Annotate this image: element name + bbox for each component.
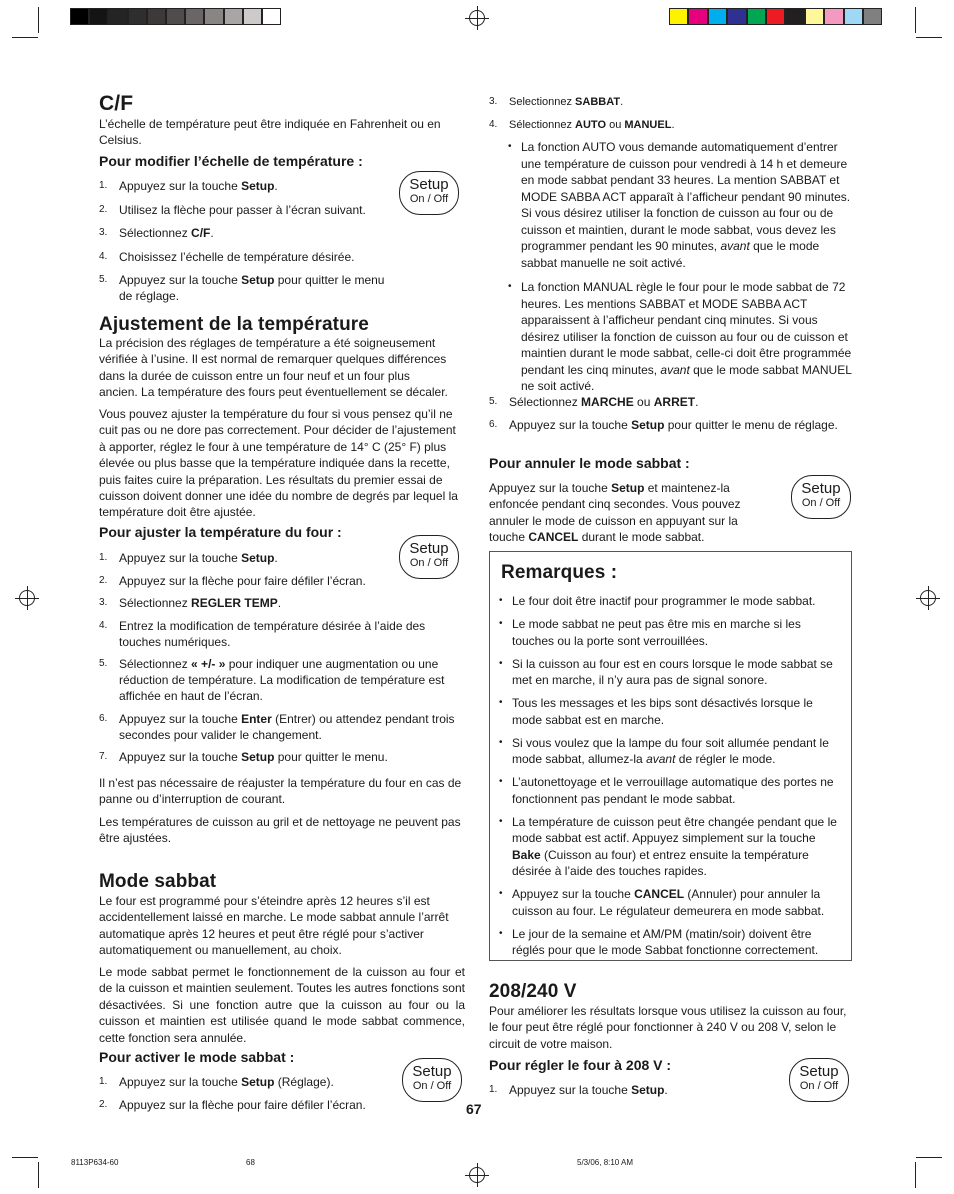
- step-text: Appuyez sur la touche: [119, 273, 242, 287]
- step-item: [99, 1097, 399, 1113]
- step-bold: Setup: [241, 1075, 275, 1089]
- crop-mark: [12, 1157, 38, 1158]
- step-bold: Setup: [241, 273, 275, 287]
- step-number: 2.: [99, 574, 108, 586]
- step-number: 1.: [99, 552, 108, 563]
- gray-swatch: [185, 8, 204, 25]
- step-item: [99, 595, 459, 611]
- step-text: .: [274, 179, 278, 193]
- onoff-key-label: On / Off: [801, 497, 841, 509]
- crop-mark: [38, 7, 39, 33]
- bullet-item: [490, 695, 842, 728]
- registration-mark-icon: [920, 590, 936, 606]
- step-item: [99, 749, 459, 765]
- step-text: Selectionnez: [509, 96, 576, 108]
- step-text: .: [620, 96, 624, 108]
- step-item: [489, 117, 859, 133]
- crop-mark: [915, 7, 916, 33]
- bullet-text: L’autonettoyage et le verrouillage automatique des portes ne fonctionnent pas pendant le mode sabbat.: [512, 775, 834, 806]
- remarks-title: Remarques :: [501, 562, 618, 583]
- sabbath-steps-right: [489, 94, 859, 140]
- bullet-item: [490, 926, 842, 959]
- footer-job-id: 8113P634-60: [71, 1158, 119, 1167]
- step-number: 1.: [489, 1084, 498, 1095]
- color-swatch: [863, 8, 882, 25]
- crop-mark: [916, 37, 942, 38]
- sabbath-paragraph-2: Le mode sabbat permet le fonctionnement de la cuisson au four et de la cuisson et maintien seulement. Toutes les autres fonctions sont désactivées. Si une fonction autre que la cuisson au four ou la cuisson et maintien est utilisée quand le mode sabbat commence, cette fonction sera annulée.: [99, 965, 465, 1045]
- bullet-text: Si vous voulez que la lampe du four soit allumée pendant le mode sabbat, allumez-la: [512, 735, 829, 766]
- cancel-text-c: et maintenez-la enfoncée pendant cinq secondes. Vous pouvez annuler le mode de cuisson en appuyant sur la touche: [489, 481, 741, 545]
- step-item: [99, 1074, 399, 1090]
- step-text: Utilisez la flèche pour passer à l’écran suivant.: [119, 202, 366, 217]
- sabbath-cancel-paragraph: [489, 480, 771, 546]
- remarks-list: [490, 593, 842, 965]
- step-text: Sélectionnez: [119, 596, 192, 610]
- color-swatch: [766, 8, 785, 25]
- cf-intro: L’échelle de température peut être indiquée en Fahrenheit ou en Celsius.: [99, 117, 441, 148]
- crop-mark: [12, 37, 38, 38]
- step-text: ou: [633, 395, 654, 409]
- step-item: [99, 573, 459, 589]
- step-item: [99, 272, 399, 304]
- gray-swatch: [70, 8, 89, 25]
- adjust-paragraph-2: Vous pouvez ajuster la température du four si vous pensez qu’il ne cuit pas ou ne dore pas correctement. Pour décider de l’ajustement à apporter, réglez le four à une température de 14° C (25° F) plus élevée ou plus basse que la température indiquée dans la recette, puis faites cuire la préparation. Les résultats du premier essai de cuisson doivent donner une idée du nombre de degrés par lequel la température doit être ajustée.: [99, 407, 458, 520]
- cancel-text-b1: Setup: [611, 481, 645, 495]
- bullet-italic: avant: [646, 752, 676, 766]
- setup-key-icon: [791, 475, 851, 519]
- voltage-steps: [489, 1082, 769, 1104]
- step-number: 4.: [99, 250, 108, 262]
- gray-swatch: [262, 8, 281, 25]
- bullet-bold: Bake: [512, 847, 541, 862]
- step-item: [489, 394, 859, 410]
- bullet-text: (Annuler) pour annuler la cuisson au four. Le régulateur demeurera en mode sabbat.: [512, 887, 825, 918]
- onoff-key-label: On / Off: [409, 193, 449, 205]
- step-text: pour quitter le menu de réglage.: [664, 417, 838, 432]
- step-bold: REGLER TEMP: [191, 596, 278, 610]
- bullet-item: [490, 656, 842, 689]
- color-swatch: [844, 8, 863, 25]
- bullet-item: [490, 814, 842, 880]
- step-text: Sélectionnez: [119, 657, 192, 671]
- sabbath-title: Mode sabbat: [99, 871, 217, 892]
- step-text: pour indiquer une augmentation ou une réduction de température. La modification de température est affichée en haut de l’écran.: [119, 657, 445, 703]
- step-text: .: [277, 596, 282, 610]
- bullet-text: Appuyez sur la touche: [512, 887, 635, 901]
- step-bold: ARRET: [653, 395, 696, 409]
- step-number: 2.: [99, 1098, 108, 1110]
- step-bold: SABBAT: [575, 96, 621, 108]
- registration-mark-icon: [469, 1167, 485, 1183]
- step-text: Appuyez sur la touche: [509, 417, 632, 432]
- step-text: Appuyez sur la touche: [119, 1075, 242, 1089]
- adjust-paragraph-1: La précision des réglages de température a été soigneusement vérifiée à l’usine. Il est normal de remarquer quelques différences dans la durée de cuisson entre un four neuf et un four plus ancien. La température des fours peut éventuellement se décaler.: [99, 336, 448, 400]
- step-text: Entrez la modification de température désirée à l’aide des touches numériques.: [119, 618, 426, 649]
- sabbath-cancel-subheading: Pour annuler le mode sabbat :: [489, 455, 690, 471]
- gray-swatch: [108, 8, 127, 25]
- page-number: 67: [466, 1101, 482, 1117]
- voltage-title: 208/240 V: [489, 981, 577, 1002]
- step-bold: Setup: [631, 417, 665, 432]
- step-number: 6.: [99, 712, 108, 724]
- step-number: 6.: [489, 418, 498, 430]
- step-text: Appuyez sur la flèche pour faire défiler l’écran.: [119, 1097, 366, 1112]
- gray-swatch: [224, 8, 243, 25]
- step-bold: Enter: [241, 711, 272, 726]
- step-bold: C/F: [191, 226, 211, 240]
- step-item: [99, 178, 399, 194]
- color-swatch: [669, 8, 688, 25]
- crop-mark: [916, 1157, 942, 1158]
- step-bold: MANUEL: [624, 119, 672, 131]
- bullet-bold: CANCEL: [634, 887, 685, 901]
- bullet-item: [490, 616, 842, 649]
- step-text: Appuyez sur la touche: [119, 179, 242, 193]
- cf-title: C/F: [99, 92, 134, 115]
- step-item: [489, 1082, 769, 1098]
- gray-swatch: [147, 8, 166, 25]
- bullet-item: [490, 886, 842, 919]
- bullet-text: Le jour de la semaine et AM/PM (matin/soir) doivent être réglés pour que le mode Sabbat fonctionne correctement.: [512, 926, 819, 957]
- step-item: [99, 202, 399, 218]
- step-text: Appuyez sur la touche: [119, 750, 242, 764]
- bullet-text: La fonction MANUAL règle le four pour le mode sabbat de 72 heures. Les mentions SABBAT et MODE SABBA ACT apparaissent à l’afficheur pendant cinq minutes. Si vous désirez utiliser la fonction de cuisson au four ou de cuisson et maintien durant le mode sabbat, celle-ci doit être programmée pendant les cinq minutes,: [521, 280, 852, 377]
- bullet-text: que le mode sabbat MANUEL ne soit activé.: [521, 362, 852, 393]
- step-item: [99, 711, 459, 743]
- step-number: 1.: [99, 180, 108, 191]
- bullet-italic: avant: [720, 239, 750, 253]
- step-text: Appuyez sur la touche: [119, 551, 242, 565]
- gray-swatch: [128, 8, 147, 25]
- gray-swatch: [204, 8, 223, 25]
- step-number: 5.: [489, 396, 498, 407]
- step-text: (Entrer) ou attendez pendant trois secondes pour valider le changement.: [119, 711, 455, 742]
- setup-key-label: Setup: [409, 176, 449, 193]
- voltage-subheading: Pour régler le four à 208 V :: [489, 1057, 672, 1073]
- footer-timestamp: 5/3/06, 8:10 AM: [577, 1158, 634, 1167]
- step-bold: AUTO: [575, 119, 607, 131]
- setup-key-label: Setup: [412, 1063, 452, 1080]
- sabbath-activate-subheading: Pour activer le mode sabbat :: [99, 1049, 295, 1065]
- sabbath-paragraph-1: Le four est programmé pour s’éteindre après 12 heures s’il est accidentellement laissé en marche. Le mode sabbat annule l’arrêt automatique après 12 heures et peut être réglé pour s’activer automatiquement ou manuellement, au choix.: [99, 894, 449, 958]
- step-text: Appuyez sur la touche: [509, 1083, 632, 1097]
- bullet-text: La fonction AUTO vous demande automatiquement d’entrer une température de cuisson pour vendredi à 14 h et demeure en mode sabbat pendant 33 heures. La mention SABBAT et MODE SABBA ACT apparaît à l’afficheur pendant 90 minutes. Si vous désirez utiliser la fonction de cuisson au four ou de cuisson et maintien, durant le mode sabbat, vous devez les programmer pendant les 90 minutes,: [521, 140, 851, 253]
- color-swatch: [785, 8, 804, 25]
- step-number: 7.: [99, 751, 108, 762]
- bullet-text: Si la cuisson au four est en cours lorsque le mode sabbat se met en marche, il n’y aura pas de signal sonore.: [512, 656, 833, 687]
- bullet-item: [490, 735, 842, 768]
- step-item: [489, 94, 859, 110]
- cancel-text-b2: CANCEL: [528, 530, 579, 545]
- bullet-text: Tous les messages et les bips sont désactivés lorsque le mode sabbat est en marche.: [512, 696, 813, 727]
- step-number: 3.: [99, 227, 108, 238]
- bullet-text: Le four doit être inactif pour programmer le mode sabbat.: [512, 594, 816, 608]
- step-number: 3.: [489, 96, 498, 107]
- voltage-paragraph: Pour améliorer les résultats lorsque vous utilisez la cuisson au four, le four peut être réglé pour fonctionner à 240 V ou 208 V, selon le circuit de votre maison.: [489, 1004, 847, 1051]
- color-swatch: [708, 8, 727, 25]
- setup-key-label: Setup: [799, 1063, 839, 1080]
- step-item: [99, 656, 459, 704]
- step-number: 4.: [489, 119, 498, 130]
- step-number: 2.: [99, 203, 108, 215]
- footer-sheet-number: 68: [246, 1158, 255, 1167]
- gray-swatch: [89, 8, 108, 25]
- adjust-title: Ajustement de la température: [99, 314, 369, 335]
- setup-key-label: Setup: [801, 480, 841, 497]
- crop-mark: [915, 1162, 916, 1188]
- bullet-item: [499, 279, 857, 395]
- bullet-item: [490, 593, 842, 610]
- onoff-key-label: On / Off: [412, 1080, 452, 1092]
- step-text: ou: [606, 119, 625, 131]
- step-bold: MARCHE: [581, 395, 634, 409]
- setup-key-icon: [402, 1058, 462, 1102]
- step-text: .: [671, 119, 675, 131]
- onoff-key-label: On / Off: [409, 557, 449, 569]
- step-text: .: [664, 1083, 668, 1097]
- adjust-paragraph-3: Il n’est pas nécessaire de réajuster la température du four en cas de panne ou d’interruption de courant.: [99, 776, 462, 807]
- step-text: Choisissez l’échelle de température désirée.: [119, 249, 355, 264]
- step-number: 3.: [99, 597, 108, 608]
- step-text: (Réglage).: [274, 1075, 334, 1089]
- bullet-italic: avant: [660, 362, 690, 377]
- step-item: [489, 417, 859, 433]
- adjust-paragraph-4: Les températures de cuisson au gril et de nettoyage ne peuvent pas être ajustées.: [99, 815, 461, 846]
- bullet-text: La température de cuisson peut être changée pendant que le mode sabbat est actif. Appuyez simplement sur la touche: [512, 814, 837, 845]
- color-swatch: [688, 8, 707, 25]
- step-item: [99, 618, 459, 650]
- step-item: [99, 225, 399, 241]
- sabbath-steps-left: [99, 1074, 399, 1119]
- bullet-text: (Cuisson au four) et entrez ensuite la température désirée à l’aide des touches rapides.: [512, 847, 809, 878]
- step-item: [99, 249, 399, 265]
- cf-subheading: Pour modifier l’échelle de température :: [99, 153, 363, 169]
- registration-mark-icon: [19, 590, 35, 606]
- remarks-box: [489, 551, 852, 961]
- onoff-key-label: On / Off: [799, 1080, 839, 1092]
- step-text: Sélectionnez: [509, 119, 576, 131]
- bullet-text: que le mode sabbat manuelle ne soit activé.: [521, 239, 820, 270]
- step-text: pour quitter le menu de réglage.: [119, 273, 385, 303]
- step-text: .: [274, 551, 278, 565]
- step-number: 1.: [99, 1076, 108, 1087]
- step-number: 4.: [99, 619, 108, 631]
- color-swatch: [824, 8, 843, 25]
- color-swatch: [805, 8, 824, 25]
- step-bold: Setup: [241, 750, 275, 764]
- adjust-subheading: Pour ajuster la température du four :: [99, 524, 342, 540]
- step-text: Sélectionnez: [119, 226, 192, 240]
- crop-mark: [38, 1162, 39, 1188]
- bullet-item: [490, 774, 842, 807]
- step-bold: Setup: [631, 1083, 665, 1097]
- step-text: Sélectionnez: [509, 395, 582, 409]
- cf-steps: [99, 178, 399, 312]
- bullet-text: Le mode sabbat ne peut pas être mis en marche si les touches ou la porte sont verrouillées.: [512, 617, 801, 648]
- sabbath-options-list: [499, 139, 857, 403]
- setup-key-label: Setup: [409, 540, 449, 557]
- step-bold: Setup: [241, 551, 275, 565]
- registration-mark-icon: [469, 10, 485, 26]
- step-bold: Setup: [241, 179, 275, 193]
- gray-swatch: [243, 8, 262, 25]
- setup-key-icon: [399, 535, 459, 579]
- step-text: Appuyez sur la flèche pour faire défiler l’écran.: [119, 573, 366, 588]
- step-text: .: [695, 395, 699, 409]
- step-text: pour quitter le menu.: [274, 750, 388, 764]
- step-bold: « +/- »: [191, 657, 226, 671]
- step-text: Appuyez sur la touche: [119, 711, 242, 726]
- cancel-text-d: durant le mode sabbat.: [578, 530, 705, 545]
- color-swatch: [727, 8, 746, 25]
- step-number: 5.: [99, 274, 108, 285]
- sabbath-steps-final: [489, 394, 859, 439]
- cancel-text-a: Appuyez sur la touche: [489, 481, 612, 495]
- color-swatch: [747, 8, 766, 25]
- setup-key-icon: [789, 1058, 849, 1102]
- step-text: .: [210, 226, 214, 240]
- setup-key-icon: [399, 171, 459, 215]
- gray-swatch: [166, 8, 185, 25]
- bullet-text: de régler le mode.: [675, 752, 776, 766]
- bullet-item: [499, 139, 857, 271]
- adjust-steps: [99, 550, 459, 772]
- step-number: 5.: [99, 658, 108, 669]
